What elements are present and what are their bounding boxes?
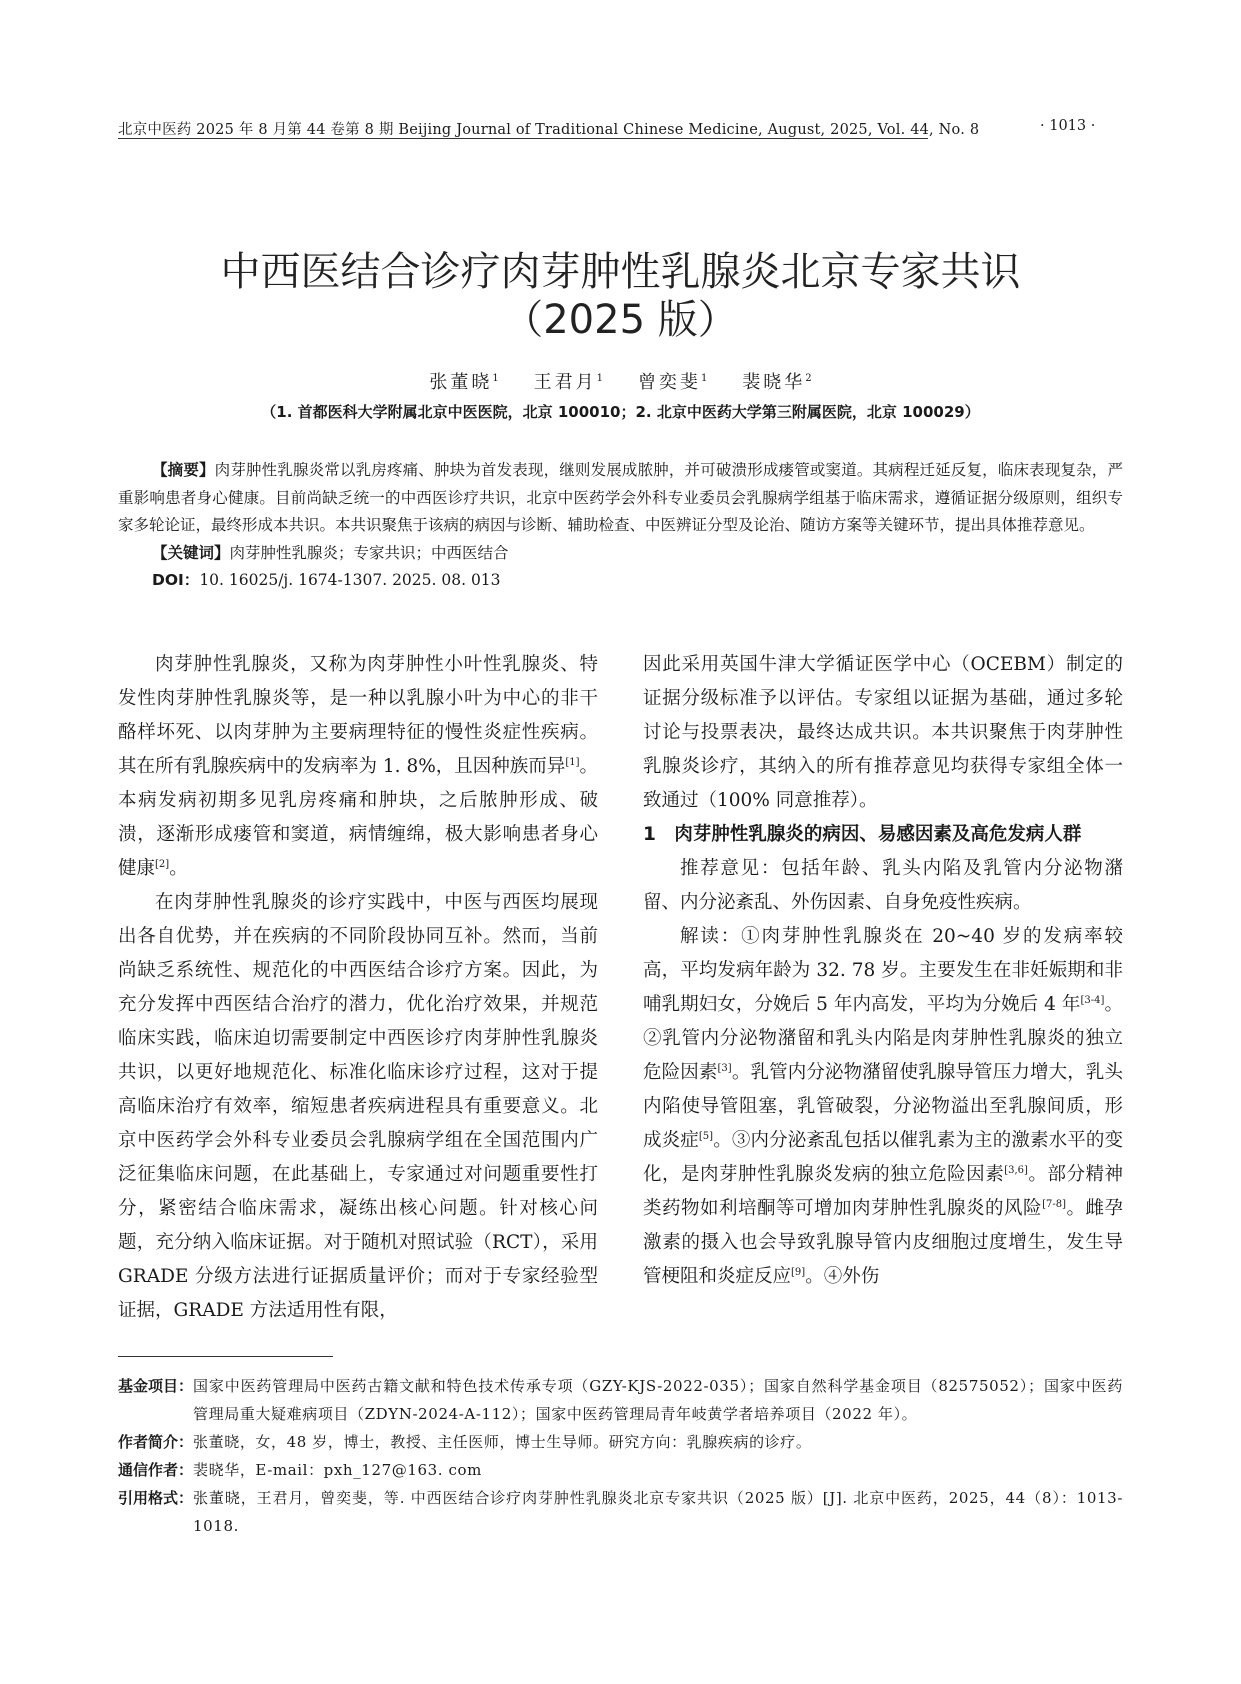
body-text: 解读：①肉芽肿性乳腺炎在 20~40 岁的发病率较高，平均发病年龄为 32. 78 岁。主要发生在非妊娠期和非哺乳期妇女，分娩后 5 年内高发，平均为分娩后 4 年 (643, 926, 1123, 1015)
doi-label: DOI： (152, 571, 200, 589)
doi-line (118, 567, 1123, 595)
keywords-line (118, 540, 1123, 568)
footnote-text: 张董晓，女，48 岁，博士，教授、主任医师，博士生导师。研究方向：乳腺疾病的诊疗。 (193, 1433, 812, 1451)
doi-link[interactable]: 10. 16025/j. 1674-1307. 2025. 08. 013 (199, 571, 501, 589)
body-column-left (118, 648, 598, 1328)
abstract-block (118, 457, 1123, 595)
citation-ref[interactable]: [2] (155, 858, 170, 870)
footnote-label: 通信作者： (118, 1461, 194, 1479)
citation-ref[interactable]: [3-4] (1080, 994, 1105, 1006)
running-header-journal: 北京中医药 2025 年 8 月第 44 卷第 8 期 Beijing Journal of Traditional Chinese Medicine, August, 2025, Vol. 44, No. 8 (118, 122, 980, 138)
citation-ref[interactable]: [3] (717, 1062, 732, 1074)
footnote-text: 国家中医药管理局中医药古籍文献和特色技术传承专项（GZY-KJS-2022-035）；国家自然科学基金项目（82575052）；国家中医药管理局重大疑难病项目（ZDYN-2024-A-112）；国家中医药管理局青年岐黄学者培养项目（2022 年）。 (193, 1377, 1123, 1423)
author-affiliation-mark: 1 (492, 373, 499, 384)
section-heading: 1 肉芽肿性乳腺炎的病因、易感因素及高危发病人群 (643, 824, 1082, 845)
article-title-line2: （2025 版） (503, 297, 738, 343)
author-affiliation-mark: 2 (805, 373, 812, 384)
keywords-label: 【关键词】 (152, 543, 230, 562)
author-affiliation-mark: 1 (700, 373, 708, 384)
abstract-label: 【摘要】 (152, 461, 215, 479)
body-column-right (643, 648, 1123, 1294)
abstract-text: 肉芽肿性乳腺炎常以乳房疼痛、肿块为首发表现，继则发展成脓肿，并可破溃形成瘘管或窦道。其病程迁延反复，临床表现复杂，严重影响患者身心健康。目前尚缺乏统一的中西医诊疗共识，北京中医药学会外科专业委员会乳腺病学组基于临床需求，遵循证据分级原则，组织专家多轮论证，最终形成本共识。本共识聚焦于该病的病因与诊断、辅助检查、中医辨证分型及论治、随访方案等关键环节，提出具体推荐意见。 (118, 461, 1123, 534)
keywords-text: 肉芽肿性乳腺炎；专家共识；中西医结合 (229, 543, 509, 562)
author-list (118, 368, 1123, 394)
header-rule (118, 138, 928, 139)
footnote-text: 裴晓华，E-mail：pxh_127@163. com (193, 1461, 482, 1479)
citation-ref[interactable]: [3,6] (1004, 1164, 1028, 1176)
body-text: 。③内分泌紊乱包括以催乳素为主的激素水平的变化，是肉芽肿性乳腺炎发病的独立危险因素 (643, 1130, 1123, 1185)
body-text: 。雌孕激素的摄入也会导致乳腺导管内皮细胞过度增生，发生导管梗阻和炎症反应 (643, 1198, 1123, 1287)
page-number: · 1013 · (1040, 118, 1096, 134)
author-name: 裴晓华 (742, 372, 806, 393)
body-paragraph (118, 648, 598, 886)
body-paragraph: 在肉芽肿性乳腺炎的诊疗实践中，中医与西医均展现出各自优势，并在疾病的不同阶段协同互补。然而，当前尚缺乏系统性、规范化的中西医结合诊疗方案。因此，为充分发挥中西医结合治疗的潜力，优化治疗效果，并规范临床实践，临床迫切需要制定中西医诊疗肉芽肿性乳腺炎共识，以更好地规范化、标准化临床诊疗过程，这对于提高临床治疗有效率，缩短患者疾病进程具有重要意义。北京中医药学会外科专业委员会乳腺病学组在全国范围内广泛征集临床问题，在此基础上，专家通过对问题重要性打分，紧密结合临床需求，凝练出核心问题。针对核心问题，充分纳入临床证据。对于随机对照试验（RCT），采用 GRADE 分级方法进行证据质量评价；而对于专家经验型证据，GRADE 方法适用性有限， (118, 892, 598, 1321)
footnote-rule (118, 1356, 333, 1357)
author-affiliation-mark: 1 (596, 373, 604, 384)
interpretation-paragraph (643, 920, 1123, 1294)
body-paragraph: 因此采用英国牛津大学循证医学中心（OCEBM）制定的证据分级标准予以评估。专家组以证据为基础，通过多轮讨论与投票表决，最终达成共识。本共识聚焦于肉芽肿性乳腺炎诊疗，其纳入的所有推荐意见均获得专家组全体一致通过（100% 同意推荐）。 (643, 654, 1123, 811)
footnote-citation (118, 1484, 1123, 1540)
body-text: 。本病发病初期多见乳房疼痛和肿块，之后脓肿形成、破溃，逐渐形成瘘管和窦道，病情缠绵，极大影响患者身心健康 (118, 756, 598, 879)
body-text: 。④外伤 (805, 1266, 880, 1287)
body-text: 。②乳管内分泌物潴留和乳头内陷是肉芽肿性乳腺炎的独立危险因素 (643, 994, 1123, 1083)
article-title-line1: 中西医结合诊疗肉芽肿性乳腺炎北京专家共识 (220, 249, 1021, 295)
footnote-label: 引用格式： (118, 1489, 194, 1507)
body-text: 。部分精神类药物如利培酮等可增加肉芽肿性乳腺炎的风险 (643, 1164, 1123, 1219)
recommendation-paragraph: 推荐意见：包括年龄、乳头内陷及乳管内分泌物潴留、内分泌紊乱、外伤因素、自身免疫性疾病。 (643, 858, 1123, 913)
footnote-corresponding (118, 1456, 1123, 1484)
body-text: 。 (169, 858, 188, 879)
citation-ref[interactable]: [7-8] (1042, 1198, 1066, 1210)
citation-ref[interactable]: [5] (698, 1130, 714, 1142)
footnote-author-bio (118, 1428, 1123, 1456)
body-text: 。乳管内分泌物潴留使乳腺导管压力增大，乳头内陷使导管阻塞，乳管破裂，分泌物溢出至乳腺间质，形成炎症 (643, 1062, 1123, 1151)
abstract-paragraph (118, 457, 1123, 540)
author-name: 王君月 (533, 372, 597, 393)
author-name: 曾奕斐 (637, 372, 701, 393)
footnotes-block (118, 1372, 1123, 1540)
footnote-text: 张董晓，王君月，曾奕斐，等. 中西医结合诊疗肉芽肿性乳腺炎北京专家共识（2025 版）[J]. 北京中医药，2025，44（8）：1013-1018. (193, 1489, 1123, 1535)
author-name: 张董晓 (429, 372, 493, 393)
citation-ref[interactable]: [9] (791, 1266, 806, 1278)
author-affiliations: （1. 首都医科大学附属北京中医医院，北京 100010；2. 北京中医药大学第三附属医院，北京 100029） (261, 403, 980, 421)
footnote-funding (118, 1372, 1123, 1428)
footnote-label: 作者简介： (118, 1433, 194, 1451)
body-text: 肉芽肿性乳腺炎，又称为肉芽肿性小叶性乳腺炎、特发性肉芽肿性乳腺炎等，是一种以乳腺小叶为中心的非干酪样坏死、以肉芽肿为主要病理特征的慢性炎症性疾病。其在所有乳腺疾病中的发病率为 1. 8%，且因种族而异 (118, 654, 598, 777)
footnote-label: 基金项目： (118, 1377, 194, 1395)
citation-ref[interactable]: [1] (565, 756, 580, 768)
